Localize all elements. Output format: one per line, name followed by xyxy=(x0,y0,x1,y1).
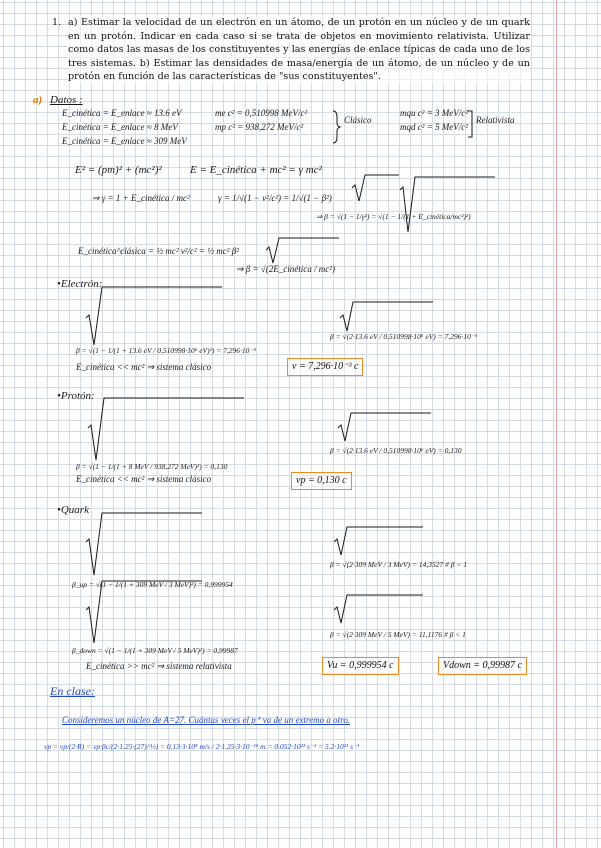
clasico-label: Clásico xyxy=(344,115,372,125)
mass-electron: me c² = 0,510998 MeV/c² xyxy=(215,108,308,118)
quark-up-relativistic: β_up = √(1 − 1/(1 + 309 MeV / 3 MeV)²) = 0,999954 xyxy=(72,580,233,589)
gamma-equation: ⇒ γ = 1 + E_cinética / mc² xyxy=(92,193,190,203)
problem-text: a) Estimar la velocidad de un electrón en un átomo, de un protón en un núcleo y de un quark en un protón. Indicar en cada caso si se trata de objetos en movimiento relativista. Utilizar como datos las masas de los constituyentes y las energías de enlace típicas de cada uno de los tres sistemas. b) Estimar las densidades de masa/energía de un átomo, de un núcleo y de un protón en función de las características de "sus constituyentes". xyxy=(68,17,530,82)
proton-condition: E_cinética << mc² ⇒ sistema clásico xyxy=(76,474,212,484)
mass-proton: mp c² = 938,272 MeV/c² xyxy=(215,122,304,132)
energy-equation: E² = (pm)² + (mc²)² xyxy=(75,164,162,176)
quark-up-classical: β = √(2·309 MeV / 3 MeV) = 14,3527 # β < 1 xyxy=(330,560,468,569)
proton-result-box: vp = 0,130 c xyxy=(291,472,352,490)
en-clase-label: En clase: xyxy=(50,684,95,698)
gamma-definition: γ = 1/√(1 − v²/c²) = 1/√(1 − β²) xyxy=(218,193,332,203)
clasica-energy: E_cinética^clásica = ½ mc² v²/c² = ½ mc² β² xyxy=(78,246,239,256)
electron-result-box: v = 7,296·10⁻³ c xyxy=(287,358,363,376)
part-a-label: a) xyxy=(33,94,43,106)
quark-down-relativistic: β_down = √(1 − 1/(1 + 309 MeV / 5 MeV)²) = 0,99987 xyxy=(72,646,238,655)
electron-classical: β = √(2·13.6 eV / 0,510998·10⁶ eV) = 7,296·10⁻³ xyxy=(330,332,478,341)
beta-relativistic: ⇒ β = √(1 − 1/γ²) = √(1 − 1/(1 + E_cinética/mc²)²) xyxy=(316,212,471,221)
quark-label: •Quark xyxy=(57,504,89,516)
electron-relativistic: β = √(1 − 1/(1 + 13.6 eV / 0,510998·10⁶ eV)²) = 7,296·10⁻³ xyxy=(76,346,256,355)
quark-down-classical: β = √(2·309 MeV / 5 MeV) = 11,1176 # β < 1 xyxy=(330,630,466,639)
datos-row-proton: E_cinética = E_enlace ≈ 8 MeV xyxy=(62,122,178,132)
clasica-beta: ⇒ β = √(2E_cinética / mc²) xyxy=(236,264,335,274)
proton-classical: β = √(2·13.6 eV / 0,510998·10⁶ eV) = 0,130 xyxy=(330,446,462,455)
clase-equation: vp = vp/(2·R) = vp·βc/(2·1.25·(27)^⅓) = 0.13·3·10⁸ m/s / 2·1.25·3·10⁻¹⁵ m = 0.052·10²³ s⁻¹ = 5.2·10²¹ s⁻¹ xyxy=(44,742,360,751)
quark-up-result-box: Vu = 0,999954 c xyxy=(322,657,399,675)
datos-row-quark: E_cinética = E_enlace ≈ 309 MeV xyxy=(62,136,187,146)
quark-mass-up: mqu c² = 3 MeV/c² xyxy=(400,108,468,118)
energy-sum: E = E_cinética + mc² = γ mc² xyxy=(190,164,322,176)
problem-number: 1. xyxy=(52,17,62,28)
datos-row-electron: E_cinética = E_enlace ≈ 13.6 eV xyxy=(62,108,182,118)
electron-condition: E_cinética << mc² ⇒ sistema clásico xyxy=(76,362,212,372)
quark-down-result-box: Vdown = 0,99987 c xyxy=(438,657,527,675)
quark-mass-down: mqd c² = 5 MeV/c² xyxy=(400,122,468,132)
datos-label: Datos : xyxy=(50,94,83,106)
quark-condition: E_cinética >> mc² ⇒ sistema relativista xyxy=(86,661,232,671)
electron-label: •Electrón: xyxy=(57,278,103,290)
relativista-label: Relativista xyxy=(476,115,515,125)
proton-relativistic: β = √(1 − 1/(1 + 8 MeV / 938,272 MeV)²) = 0,130 xyxy=(76,462,228,471)
proton-label: •Protón: xyxy=(57,390,95,402)
clase-statement: Consideremos un núcleo de A=27. Cuántas veces el p⁺ va de un extremo a otro. xyxy=(62,715,351,725)
